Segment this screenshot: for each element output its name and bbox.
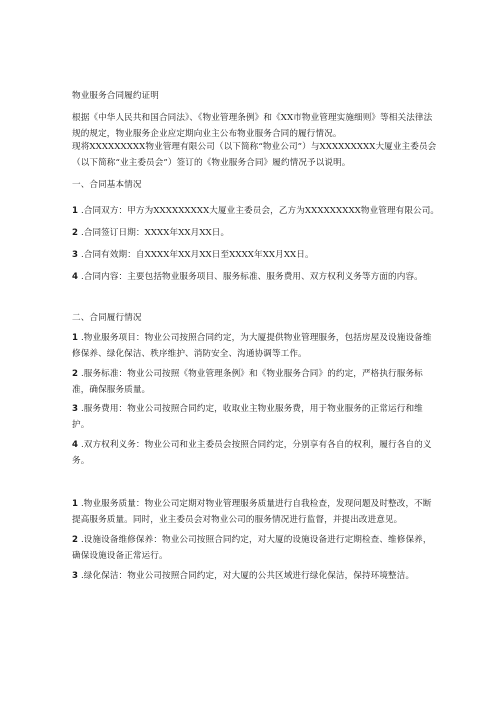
- item-number: 3: [72, 571, 79, 581]
- item-text: .合同有效期：自XXXX年XX月XX日至XXXX年XX月XX日。: [80, 250, 314, 260]
- list-item: [72, 248, 440, 264]
- list-item: [72, 569, 440, 585]
- item-text: .双方权利义务：物业公司和业主委员会按照合同约定，分别享有各自的权利，履行各自的义务。: [72, 440, 432, 466]
- item-text: .合同签订日期：XXXX年XX月XX日。: [80, 228, 230, 238]
- item-text: .服务费用：物业公司按照合同约定，收取业主物业服务费，用于物业服务的正常运行和维护。: [72, 404, 423, 430]
- intro-paragraph: 根据《中华人民共和国合同法》、《物业管理条例》和《XX市物业管理实施细则》等相关法律法规的规定，物业服务企业应定期向业主公布物业服务合同的履行情况。: [72, 113, 433, 139]
- item-text: .物业服务项目：物业公司按照合同约定，为大厦提供物业管理服务，包括房屋及设施设备维修保养、绿化保洁、秩序维护、消防安全、沟通协调等工作。: [72, 333, 432, 359]
- list-item: [72, 226, 440, 242]
- document-title: 物业服务合同履约证明: [72, 91, 159, 101]
- list-item: [72, 533, 440, 564]
- item-text: .服务标准：物业公司按照《物业管理条例》和《物业服务合同》的约定，严格执行服务标准，确保服务质量。: [72, 369, 423, 395]
- list-item: [72, 367, 440, 398]
- list-item: [72, 438, 440, 469]
- item-number: 2: [72, 535, 79, 545]
- item-text: .合同双方：甲方为XXXXXXXXX大厦业主委员会，乙方为XXXXXXXXX物业管理有限公司。: [80, 206, 440, 216]
- item-text: .合同内容：主要包括物业服务项目、服务标准、服务费用、双方权利义务等方面的内容。: [80, 272, 423, 282]
- item-number: 2: [72, 228, 79, 238]
- list-item: [72, 204, 440, 220]
- list-item: [72, 270, 440, 286]
- item-number: 3: [72, 250, 79, 260]
- item-number: 3: [72, 404, 79, 414]
- item-number: 1: [72, 333, 79, 343]
- item-number: 4: [72, 272, 79, 282]
- section-heading-performance: 二、合同履行情况: [72, 313, 142, 323]
- intro-paragraph-2: 现将XXXXXXXXX物业管理有限公司（以下简称“物业公司”）与XXXXXXXXX大厦业主委员会（以下简称“业主委员会”）签订的《物业服务合同》履约情况予以说明。: [72, 142, 437, 168]
- item-number: 1: [72, 499, 79, 509]
- item-number: 1: [72, 206, 79, 216]
- item-text: .物业服务质量：物业公司定期对物业管理服务质量进行自我检查，发现问题及时整改，不断提高服务质量。同时，业主委员会对物业公司的服务情况进行监督，并提出改进意见。: [72, 499, 432, 525]
- section-heading-basic-info: 一、合同基本情况: [72, 180, 142, 190]
- item-text: .绿化保洁：物业公司按照合同约定，对大厦的公共区域进行绿化保洁，保持环境整洁。: [80, 571, 415, 581]
- list-item: [72, 331, 440, 362]
- item-number: 4: [72, 440, 79, 450]
- list-item: [72, 402, 440, 433]
- item-text: .设施设备维修保养：物业公司按照合同约定，对大厦的设施设备进行定期检查、维修保养，确保设施设备正常运行。: [72, 535, 432, 561]
- list-item: [72, 497, 440, 528]
- item-number: 2: [72, 369, 79, 379]
